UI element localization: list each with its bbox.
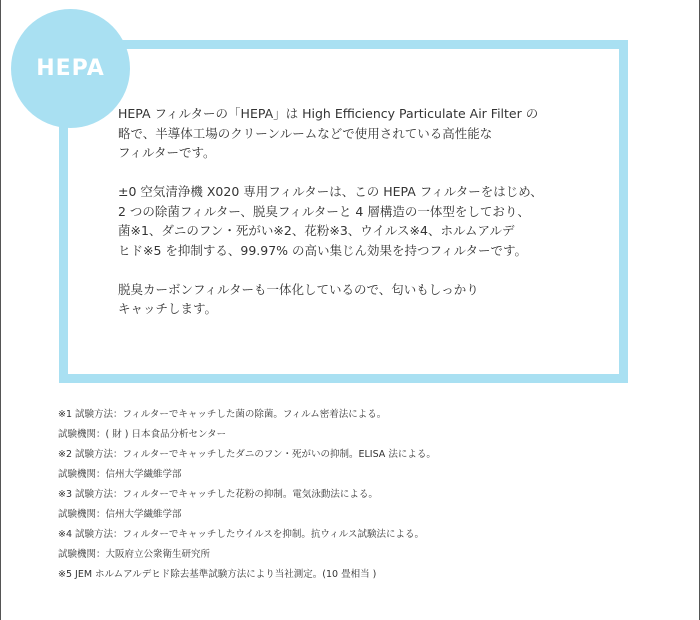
description-paragraph: ±0 空気清浄機 X020 専用フィルターは、この HEPA フィルターをはじめ、 2 つの除菌フィルター、脱臭フィルターと 4 層構造の一体型をしており、 菌※1、ダニのフン・死がい※2、花粉※3、ウイルス※4、ホルムアルデ ヒド※5 を抑制する、99.97% の高い集じん効果を持つフィルターです。: [118, 184, 543, 258]
footnotes: [58, 405, 678, 585]
description-paragraph: HEPA フィルターの「HEPA」は High Efficiency Particulate Air Filter の 略で、半導体工場のクリーンルームなどで使用されている高性能な フィルターです。: [118, 106, 539, 160]
description-paragraph: 脱臭カーボンフィルターも一体化しているので、匂いもしっかり キャッチします。: [118, 281, 479, 316]
footnote-line: ※1 試験方法：フィルターでキャッチした菌の除菌。フィルム密着法による。: [58, 409, 387, 420]
footnote-line: ※2 試験方法：フィルターでキャッチしたダニのフン・死がいの抑制。ELISA 法による。: [58, 449, 436, 460]
page-border-left: [0, 0, 1, 620]
footnote-line: 試験機関：( 財 ) 日本食品分析センター: [58, 429, 227, 440]
footnote-line: 試験機関：信州大学繊維学部: [58, 509, 182, 520]
footnote-line: ※4 試験方法：フィルターでキャッチしたウイルスを抑制。抗ウィルス試験法による。: [58, 529, 424, 540]
footnote-line: 試験機関：信州大学繊維学部: [58, 469, 182, 480]
hepa-description: [118, 104, 598, 319]
hepa-badge: [11, 9, 130, 128]
footnote-line: 試験機関：大阪府立公衆衛生研究所: [58, 549, 211, 560]
footnote-line: ※3 試験方法：フィルターでキャッチした花粉の抑制。電気泳動法による。: [58, 489, 378, 500]
hepa-badge-label: HEPA: [36, 56, 105, 81]
footnote-line: ※5 JEM ホルムアルデヒド除去基準試験方法により当社測定。(10 畳相当 ): [58, 569, 377, 580]
